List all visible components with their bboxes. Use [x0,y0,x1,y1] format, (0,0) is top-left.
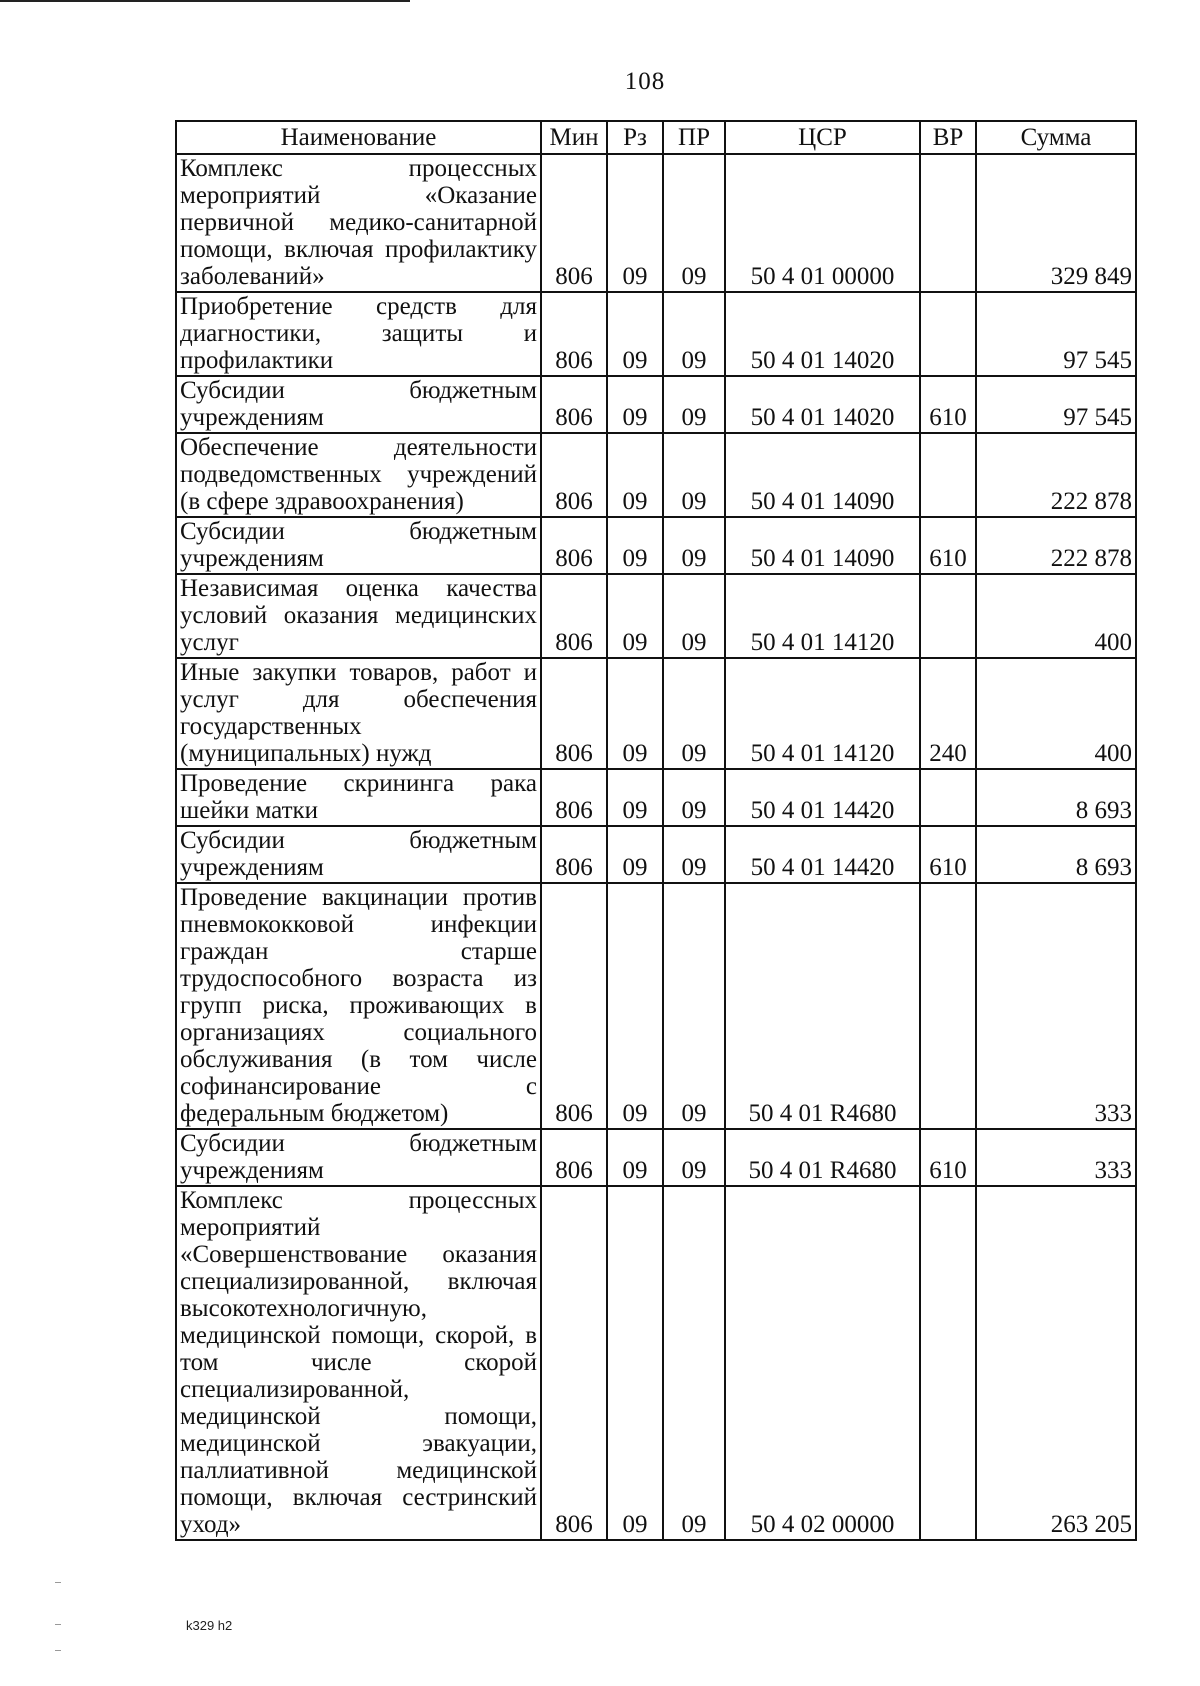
row-min: 806 [541,376,607,433]
row-name: Проведение скрининга рака шейки матки [176,769,541,826]
row-sum: 222 878 [976,517,1136,574]
table-row [176,433,1136,517]
row-sum: 263 205 [976,1186,1136,1540]
scan-margin-mark [55,1582,61,1583]
table-row [176,658,1136,769]
budget-table [175,120,1137,1541]
row-name: Иные закупки товаров, работ и услуг для обеспечения государственных (муниципальных) нужд [176,658,541,769]
row-csr: 50 4 01 14090 [725,517,920,574]
row-rz: 09 [607,574,663,658]
row-csr: 50 4 01 14090 [725,433,920,517]
row-rz: 09 [607,517,663,574]
row-name: Субсидии бюджетным учреждениям [176,1129,541,1186]
row-sum: 8 693 [976,826,1136,883]
row-csr: 50 4 01 14120 [725,574,920,658]
table-row [176,1186,1136,1540]
row-vr: 610 [920,517,976,574]
row-sum: 97 545 [976,376,1136,433]
row-sum: 329 849 [976,154,1136,292]
row-pr: 09 [663,769,725,826]
row-sum: 333 [976,883,1136,1129]
row-sum: 8 693 [976,769,1136,826]
row-sum: 400 [976,658,1136,769]
table-row [176,154,1136,292]
row-min: 806 [541,154,607,292]
row-rz: 09 [607,1186,663,1540]
row-csr: 50 4 01 R4680 [725,883,920,1129]
row-sum: 333 [976,1129,1136,1186]
row-sum: 97 545 [976,292,1136,376]
row-rz: 09 [607,769,663,826]
row-name: Приобретение средств для диагностики, защиты и профилактики [176,292,541,376]
row-sum: 400 [976,574,1136,658]
header-csr: ЦСР [725,121,920,154]
row-name: Субсидии бюджетным учреждениям [176,826,541,883]
header-rz: Рз [607,121,663,154]
row-rz: 09 [607,154,663,292]
table-row [176,769,1136,826]
row-vr: 610 [920,826,976,883]
row-min: 806 [541,769,607,826]
table-row [176,883,1136,1129]
row-sum: 222 878 [976,433,1136,517]
row-vr [920,574,976,658]
row-csr: 50 4 01 14020 [725,292,920,376]
row-vr [920,1186,976,1540]
row-vr: 610 [920,376,976,433]
row-pr: 09 [663,826,725,883]
row-csr: 50 4 01 14020 [725,376,920,433]
row-rz: 09 [607,1129,663,1186]
row-pr: 09 [663,154,725,292]
row-name: Субсидии бюджетным учреждениям [176,376,541,433]
row-pr: 09 [663,1129,725,1186]
row-pr: 09 [663,292,725,376]
row-pr: 09 [663,658,725,769]
row-csr: 50 4 01 00000 [725,154,920,292]
row-rz: 09 [607,292,663,376]
table-row [176,1129,1136,1186]
footer-code: k329 h2 [186,1618,233,1633]
header-vr: ВР [920,121,976,154]
table-row [176,376,1136,433]
row-min: 806 [541,826,607,883]
table-row [176,574,1136,658]
row-name: Комплекс процессных мероприятий «Оказание первичной медико-санитарной помощи, включая профилактику заболеваний» [176,154,541,292]
row-vr [920,154,976,292]
row-min: 806 [541,574,607,658]
header-sum: Сумма [976,121,1136,154]
row-vr [920,769,976,826]
row-name: Комплекс процессных мероприятий «Совершенствование оказания специализированной, включая высокотехнологичную, медицинской помощи, скорой, в том числе скорой специализированной, медицинской помощи, медицинской эвакуации, паллиативной медицинской помощи, включая сестринский уход» [176,1186,541,1540]
row-csr: 50 4 01 R4680 [725,1129,920,1186]
row-csr: 50 4 01 14420 [725,826,920,883]
row-min: 806 [541,292,607,376]
row-vr [920,433,976,517]
row-vr [920,883,976,1129]
row-min: 806 [541,1129,607,1186]
row-rz: 09 [607,826,663,883]
row-pr: 09 [663,574,725,658]
header-min: Мин [541,121,607,154]
row-pr: 09 [663,517,725,574]
row-min: 806 [541,1186,607,1540]
scan-margin-mark [55,1624,61,1625]
row-vr [920,292,976,376]
row-vr: 240 [920,658,976,769]
row-name: Обеспечение деятельности подведомственных учреждений (в сфере здравоохранения) [176,433,541,517]
table-row [176,517,1136,574]
row-name: Субсидии бюджетным учреждениям [176,517,541,574]
row-min: 806 [541,658,607,769]
row-pr: 09 [663,433,725,517]
row-min: 806 [541,883,607,1129]
scan-margin-mark [55,1650,61,1651]
row-rz: 09 [607,883,663,1129]
row-pr: 09 [663,1186,725,1540]
row-pr: 09 [663,883,725,1129]
row-min: 806 [541,433,607,517]
row-pr: 09 [663,376,725,433]
row-csr: 50 4 01 14420 [725,769,920,826]
header-name: Наименование [176,121,541,154]
row-rz: 09 [607,433,663,517]
row-name: Независимая оценка качества условий оказания медицинских услуг [176,574,541,658]
row-csr: 50 4 01 14120 [725,658,920,769]
row-min: 806 [541,517,607,574]
row-csr: 50 4 02 00000 [725,1186,920,1540]
table-row [176,292,1136,376]
scan-edge-line [0,0,410,2]
row-name: Проведение вакцинации против пневмококковой инфекции граждан старше трудоспособного возраста из групп риска, проживающих в организациях социального обслуживания (в том числе софинансирование с федеральным бюджетом) [176,883,541,1129]
table-header-row [176,121,1136,154]
page-number: 108 [624,68,666,95]
table-row [176,826,1136,883]
row-vr: 610 [920,1129,976,1186]
row-rz: 09 [607,376,663,433]
header-pr: ПР [663,121,725,154]
row-rz: 09 [607,658,663,769]
